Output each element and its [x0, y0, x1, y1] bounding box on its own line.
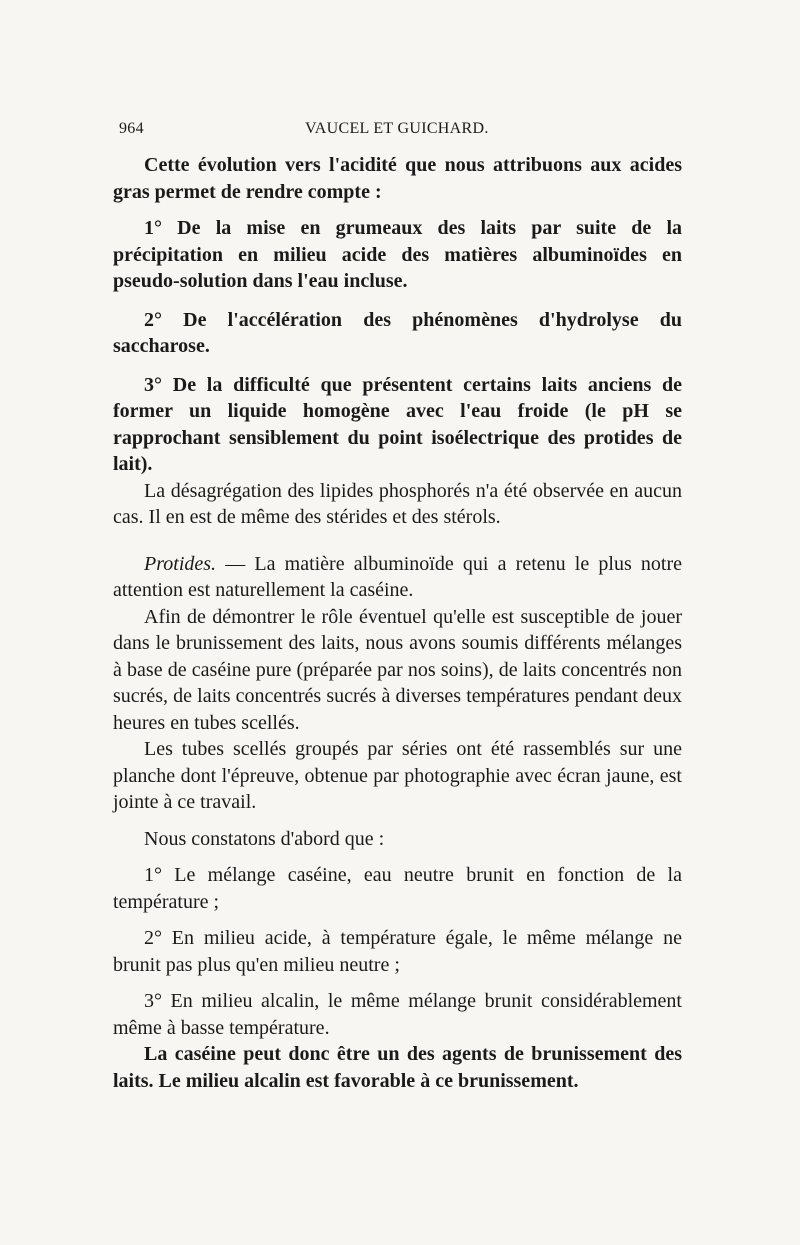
list-item-3: 3° De la difficulté que présentent certains laits anciens de former un liquide homogène avec l'eau froide (le pH se rapprochant sensiblement du point isoélectrique des protides de lait). [113, 373, 682, 475]
paragraph-intro: Cette évolution vers l'acidité que nous attribuons aux acides gras permet de rendre compte : [113, 154, 682, 203]
section-heading-protides: Protides. [144, 552, 217, 575]
page-number: 964 [119, 120, 144, 137]
paragraph-conclusion: La caséine peut donc être un des agents de brunissement des laits. Le milieu alcalin est favorable à ce brunissement. [113, 1043, 682, 1092]
paragraph-tubes: Les tubes scellés groupés par séries ont été rassemblés sur une planche dont l'épreuve, obtenue par photographie avec écran jaune, est jointe à ce travail. [113, 738, 682, 813]
heading-dash: — [216, 552, 255, 575]
body-text [113, 152, 682, 1094]
list-item-1: 1° De la mise en grumeaux des laits par suite de la précipitation en milieu acide des matières albuminoïdes en pseudo-solution dans l'eau incluse. [113, 217, 682, 292]
paragraph-casein-experiment: Afin de démontrer le rôle éventuel qu'elle est susceptible de jouer dans le brunissement des laits, nous avons soumis différents mélanges à base de caséine pure (préparée par nos soins), de laits concentrés non sucrés, de laits concentrés sucrés à diverses températures pendant deux heures en tubes scellés. [113, 605, 682, 734]
paragraph-protides [113, 551, 682, 604]
observation-item-2: 2° En milieu acide, à température égale, le même mélange ne brunit pas plus qu'en milieu neutre ; [113, 927, 682, 976]
paragraph-lipides: La désagrégation des lipides phosphorés n'a été observée en aucun cas. Il en est de même des stérides et des stérols. [113, 479, 682, 528]
observation-item-3: 3° En milieu alcalin, le même mélange brunit considérablement même à basse température. [113, 990, 682, 1039]
protides-text: La matière albuminoïde qui a retenu le plus notre attention est naturellement la caséine. [113, 552, 683, 601]
observation-item-1: 1° Le mélange caséine, eau neutre brunit en fonction de la température ; [113, 864, 682, 913]
list-item-2: 2° De l'accélération des phénomènes d'hydrolyse du saccharose. [113, 308, 682, 357]
running-title: VAUCEL ET GUICHARD. [305, 120, 489, 137]
paragraph-observations: Nous constatons d'abord que : [144, 827, 385, 850]
running-header [119, 120, 679, 142]
